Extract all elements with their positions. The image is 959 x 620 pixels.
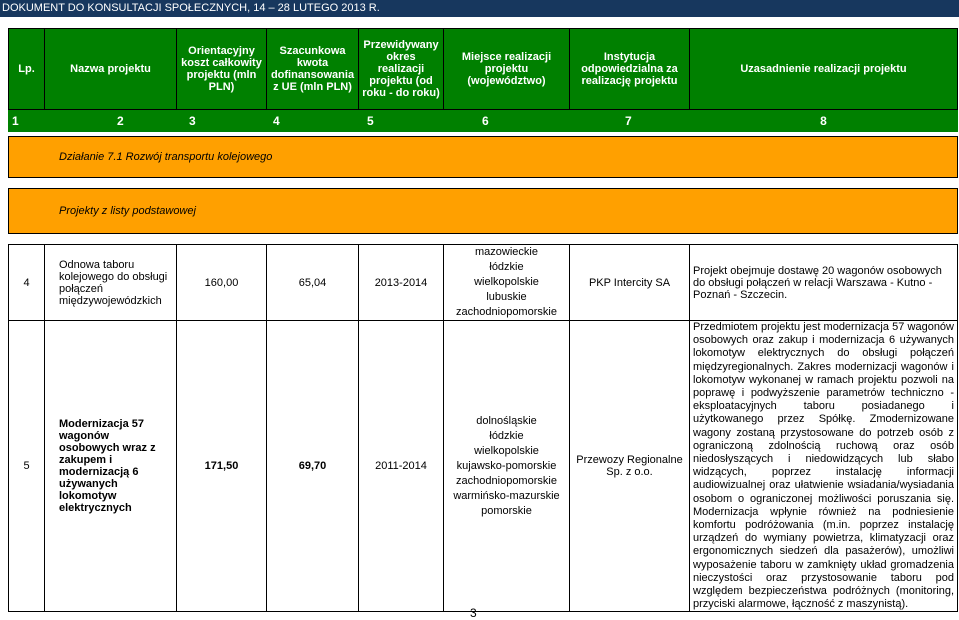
col-number: 6	[444, 110, 570, 132]
section-row	[9, 137, 958, 178]
place: dolnośląskie	[476, 414, 537, 427]
place: mazowieckie	[475, 246, 538, 258]
place: wielkopolskie	[474, 444, 539, 457]
row-places	[444, 321, 570, 612]
header-institution: Instytucja odpowiedzialna za realizację projektu	[570, 29, 690, 110]
table-row	[9, 321, 958, 612]
place: łódzkie	[489, 429, 524, 442]
place: lubuskie	[486, 291, 527, 303]
subsection-row	[9, 189, 958, 234]
col-number: 1	[9, 110, 45, 132]
header-place: Miejsce realizacji projektu (województwo)	[444, 29, 570, 110]
section-title: Działanie 7.1 Rozwój transportu kolejowego	[9, 137, 958, 178]
place: łódzkie	[489, 261, 524, 273]
place: kujawsko-pomorskie	[456, 459, 557, 472]
row-institution: Przewozy Regionalne Sp. z o.o.	[570, 321, 690, 612]
col-number: 3	[177, 110, 267, 132]
header-cofund: Szacunkowa kwota dofinansowania z UE (mln PLN)	[267, 29, 359, 110]
column-numbers-row	[9, 110, 958, 132]
place: zachodniopomorskie	[456, 306, 557, 318]
row-reason: Projekt obejmuje dostawę 20 wagonów osobowych do obsługi połączeń w relacji Warszawa - Kutno - Poznań - Szczecin.	[690, 245, 958, 321]
row-cofund: 69,70	[267, 321, 359, 612]
page-number: 3	[470, 606, 477, 620]
col-number: 2	[45, 110, 177, 132]
document-banner: DOKUMENT DO KONSULTACJI SPOŁECZNYCH, 14 – 28 LUTEGO 2013 R.	[0, 0, 959, 17]
projects-table	[8, 28, 958, 612]
row-period: 2011-2014	[359, 321, 444, 612]
col-number: 4	[267, 110, 359, 132]
header-name: Nazwa projektu	[45, 29, 177, 110]
row-lp: 5	[9, 321, 45, 612]
row-cost: 160,00	[177, 245, 267, 321]
col-number: 5	[359, 110, 444, 132]
col-number: 7	[570, 110, 690, 132]
place: warmińsko-mazurskie	[453, 489, 560, 502]
row-period: 2013-2014	[359, 245, 444, 321]
row-cofund: 65,04	[267, 245, 359, 321]
header-period: Przewidywany okres realizacji projektu (od roku - do roku)	[359, 29, 444, 110]
table-row	[9, 245, 958, 321]
header-row	[9, 29, 958, 110]
row-reason: Przedmiotem projektu jest modernizacja 57 wagonów osobowych oraz zakup i modernizacja 6 używanych lokomotyw elektrycznych do obsługi połączeń międzyregionalnych. Zakres modernizacji wagonów i lokomotyw wykonanej w ramach projektu pozwoli na poprawę i podwyższenie parametrów techniczno - eksploatacyjnych taboru posiadanego i użytkowanego przez Spółkę. Zmodernizowane wagony zostaną przystosowane do potrzeb osób z ograniczoną zdolnością ruchową oraz osób niedosłyszących i niedowidzących lub słabo widzących, poprzez instalację informacji audiowizualnej oraz ułatwienie wsiadania/wysiadania osobom o ograniczonej możliwości poruszania się. Modernizacja wpłynie również na podniesienie komfortu podróżowania (m.in. poprzez instalację urządzeń do wymiany powietrza, klimatyzacji oraz ergonomicznych siedzeń dla pasażerów), umożliwi wyposażenie taboru w zamknięty układ gromadzenia nieczystości oraz przystosowanie taboru pod względem bezpieczeństwa podróżnych (monitoring, przyciski alarmowe, łączność z maszynistą).	[690, 321, 958, 612]
place: pomorskie	[481, 504, 532, 517]
header-reason: Uzasadnienie realizacji projektu	[690, 29, 958, 110]
place: wielkopolskie	[474, 276, 539, 288]
place: zachodniopomorskie	[456, 474, 557, 487]
row-institution: PKP Intercity SA	[570, 245, 690, 321]
row-places	[444, 245, 570, 321]
row-lp: 4	[9, 245, 45, 321]
row-name: Odnowa taboru kolejowego do obsługi połączeń międzywojewódzkich	[45, 245, 177, 321]
row-cost: 171,50	[177, 321, 267, 612]
header-cost: Orientacyjny koszt całkowity projektu (mln PLN)	[177, 29, 267, 110]
col-number: 8	[690, 110, 958, 132]
subsection-title: Projekty z listy podstawowej	[9, 189, 958, 234]
row-name: Modernizacja 57 wagonów osobowych wraz z zakupem i modernizacją 6 używanych lokomotyw elektrycznych	[45, 321, 177, 612]
header-lp: Lp.	[9, 29, 45, 110]
